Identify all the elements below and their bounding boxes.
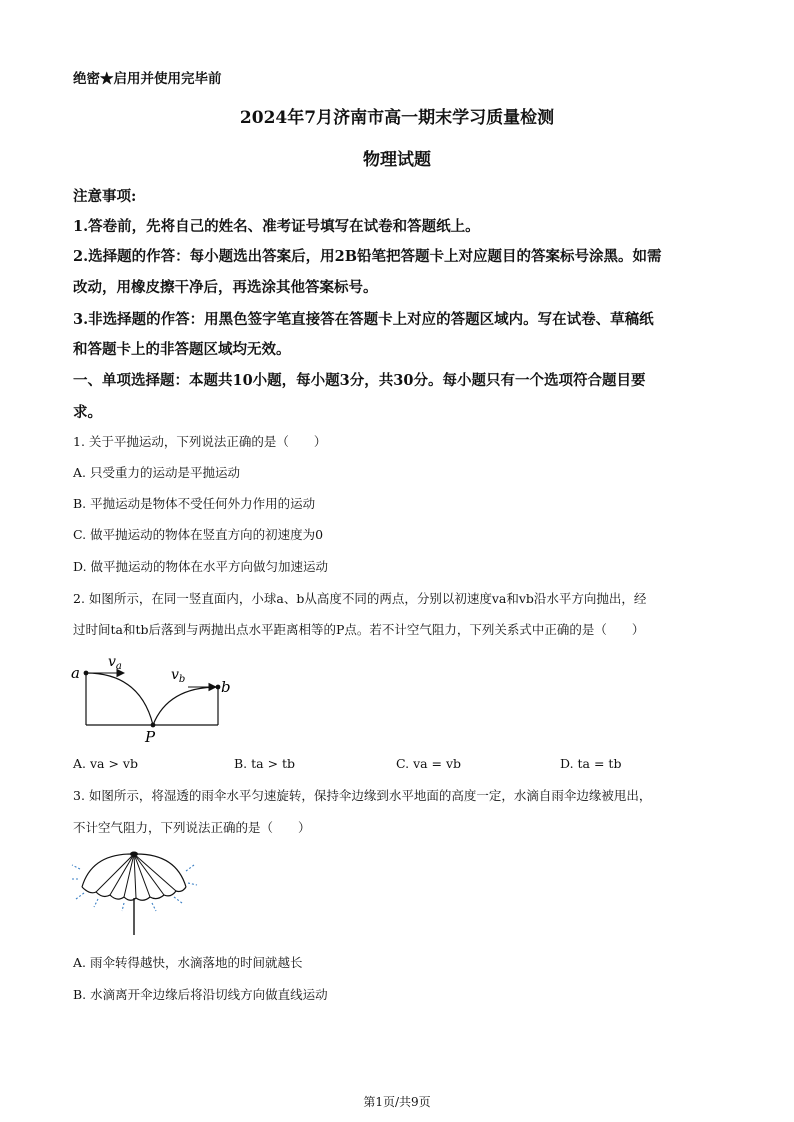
trajectory-a — [86, 673, 153, 725]
note-item-2-line-1: 2.选择题的作答：每小题选出答案后，用2B铅笔把答题卡上对应题目的答案标号涂黑。如需 — [73, 248, 662, 265]
label-a: a — [71, 664, 80, 682]
label-vb: $v_b$ — [171, 667, 186, 685]
ball-a — [84, 671, 89, 676]
umbrella-top-cap — [130, 852, 138, 857]
label-va: $v_a$ — [108, 654, 122, 672]
landing-point-p — [151, 723, 156, 728]
projectile-figure — [66, 650, 236, 750]
exam-title: 2024年7月济南市高一期末学习质量检测 — [239, 108, 555, 128]
ball-b — [216, 685, 221, 690]
question-3-option-b: B. 水滴离开伞边缘后将沿切线方向做直线运动 — [73, 987, 328, 1002]
question-1-option-c: C. 做平抛运动的物体在竖直方向的初速度为0 — [73, 527, 324, 542]
question-2-stem-line-2: 过时间ta和tb后落到与两抛出点水平距离相等的P点。若不计空气阻力，下列关系式中正确的是（ ） — [73, 622, 645, 637]
trajectory-b — [153, 687, 218, 725]
section-heading-line-1: 一、单项选择题：本题共10小题，每小题3分，共30分。每小题只有一个选项符合题目要 — [73, 372, 646, 389]
note-item-2-line-2: 改动，用橡皮擦干净后，再选涂其他答案标号。 — [73, 279, 378, 296]
question-3-option-a: A. 雨伞转得越快，水滴落地的时间就越长 — [73, 955, 303, 970]
question-2-option-d: D. ta = tb — [560, 756, 622, 771]
question-3-stem-line-1: 3. 如图所示，将湿透的雨伞水平匀速旋转，保持伞边缘到水平地面的高度一定，水滴自雨伞边缘被甩出， — [73, 788, 652, 803]
question-1-option-d: D. 做平抛运动的物体在水平方向做匀加速运动 — [73, 559, 329, 574]
question-1-option-b: B. 平抛运动是物体不受任何外力作用的运动 — [73, 496, 316, 511]
umbrella-figure — [70, 845, 200, 937]
question-2-option-c: C. va = vb — [396, 756, 462, 771]
question-2-stem-line-1: 2. 如图所示，在同一竖直面内，小球a、b从高度不同的两点，分别以初速度va和vb沿水平方向抛出，经 — [73, 591, 647, 606]
label-p: P — [145, 728, 156, 746]
section-heading-line-2: 求。 — [73, 404, 102, 421]
question-3-stem-line-2: 不计空气阻力，下列说法正确的是（ ） — [73, 820, 311, 835]
label-b: b — [221, 678, 231, 696]
note-item-3-line-1: 3.非选择题的作答：用黑色签字笔直接答在答题卡上对应的答题区域内。写在试卷、草稿纸 — [73, 311, 654, 328]
question-2-option-b: B. ta > tb — [234, 756, 296, 771]
question-1-stem: 1. 关于平抛运动，下列说法正确的是（ ） — [73, 434, 327, 449]
question-2-option-a: A. va > vb — [73, 756, 138, 771]
secret-note: 绝密★启用并使用完毕前 — [73, 71, 222, 87]
question-1-option-a: A. 只受重力的运动是平抛运动 — [73, 465, 240, 480]
page-footer: 第1页/共9页 — [363, 1095, 431, 1109]
exam-subject: 物理试题 — [363, 150, 431, 170]
notes-label: 注意事项: — [73, 188, 137, 205]
note-item-1: 1.答卷前，先将自己的姓名、准考证号填写在试卷和答题纸上。 — [73, 218, 480, 235]
note-item-3-line-2: 和答题卡上的非答题区域均无效。 — [73, 341, 291, 358]
